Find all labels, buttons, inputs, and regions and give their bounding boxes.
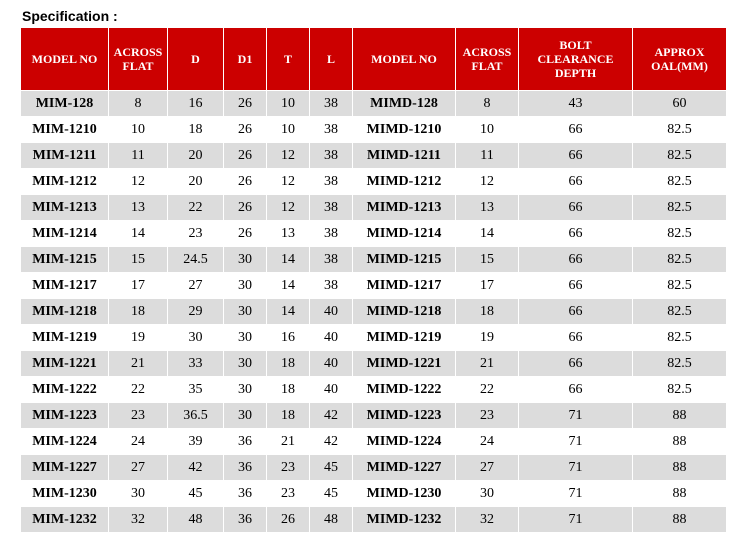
cell-approx-oal: 82.5 bbox=[633, 377, 727, 403]
cell-approx-oal: 88 bbox=[633, 481, 727, 507]
cell-mimd-model-no: MIMD-1223 bbox=[353, 403, 456, 429]
cell-t: 26 bbox=[267, 507, 310, 533]
cell-mimd-model-no: MIMD-1211 bbox=[353, 143, 456, 169]
cell-t: 18 bbox=[267, 377, 310, 403]
cell-across-flat: 8 bbox=[109, 91, 168, 117]
cell-d: 18 bbox=[168, 117, 224, 143]
cell-mimd-model-no: MIMD-1224 bbox=[353, 429, 456, 455]
cell-model-no: MIM-1213 bbox=[21, 195, 109, 221]
cell-l: 38 bbox=[310, 247, 353, 273]
cell-bolt-clearance-depth: 71 bbox=[519, 403, 633, 429]
cell-l: 40 bbox=[310, 325, 353, 351]
cell-l: 48 bbox=[310, 507, 353, 533]
cell-model-no: MIM-1222 bbox=[21, 377, 109, 403]
cell-t: 10 bbox=[267, 117, 310, 143]
header-l: L bbox=[310, 28, 353, 91]
cell-l: 38 bbox=[310, 91, 353, 117]
cell-d: 22 bbox=[168, 195, 224, 221]
cell-bolt-clearance-depth: 71 bbox=[519, 455, 633, 481]
cell-mimd-model-no: MIMD-1217 bbox=[353, 273, 456, 299]
cell-approx-oal: 88 bbox=[633, 455, 727, 481]
cell-across-flat: 10 bbox=[109, 117, 168, 143]
cell-mimd-model-no: MIMD-128 bbox=[353, 91, 456, 117]
cell-across-flat: 15 bbox=[109, 247, 168, 273]
cell-d: 29 bbox=[168, 299, 224, 325]
cell-d1: 36 bbox=[224, 507, 267, 533]
specification-table bbox=[20, 27, 727, 533]
cell-l: 38 bbox=[310, 195, 353, 221]
cell-approx-oal: 82.5 bbox=[633, 299, 727, 325]
table-header-row bbox=[21, 28, 727, 91]
header-bolt-clearance-depth: BOLT CLEARANCE DEPTH bbox=[519, 28, 633, 91]
cell-bolt-clearance-depth: 66 bbox=[519, 351, 633, 377]
cell-d1: 30 bbox=[224, 273, 267, 299]
cell-d1: 26 bbox=[224, 169, 267, 195]
cell-mimd-across-flat: 10 bbox=[456, 117, 519, 143]
header-t: T bbox=[267, 28, 310, 91]
cell-t: 14 bbox=[267, 247, 310, 273]
cell-t: 14 bbox=[267, 299, 310, 325]
header-model-no: MODEL NO bbox=[21, 28, 109, 91]
cell-mimd-across-flat: 32 bbox=[456, 507, 519, 533]
cell-d: 45 bbox=[168, 481, 224, 507]
cell-bolt-clearance-depth: 71 bbox=[519, 481, 633, 507]
cell-d1: 30 bbox=[224, 325, 267, 351]
cell-across-flat: 32 bbox=[109, 507, 168, 533]
cell-d1: 30 bbox=[224, 247, 267, 273]
cell-approx-oal: 88 bbox=[633, 403, 727, 429]
cell-model-no: MIM-1232 bbox=[21, 507, 109, 533]
cell-model-no: MIM-1215 bbox=[21, 247, 109, 273]
cell-across-flat: 19 bbox=[109, 325, 168, 351]
cell-l: 38 bbox=[310, 221, 353, 247]
cell-d: 20 bbox=[168, 143, 224, 169]
table-row bbox=[21, 117, 727, 143]
table-row bbox=[21, 507, 727, 533]
cell-mimd-model-no: MIMD-1221 bbox=[353, 351, 456, 377]
table-row bbox=[21, 481, 727, 507]
cell-l: 40 bbox=[310, 351, 353, 377]
cell-t: 12 bbox=[267, 169, 310, 195]
cell-d: 27 bbox=[168, 273, 224, 299]
cell-mimd-across-flat: 19 bbox=[456, 325, 519, 351]
cell-across-flat: 13 bbox=[109, 195, 168, 221]
cell-bolt-clearance-depth: 71 bbox=[519, 507, 633, 533]
cell-model-no: MIM-1211 bbox=[21, 143, 109, 169]
cell-model-no: MIM-1214 bbox=[21, 221, 109, 247]
cell-mimd-model-no: MIMD-1212 bbox=[353, 169, 456, 195]
cell-bolt-clearance-depth: 66 bbox=[519, 247, 633, 273]
cell-mimd-across-flat: 15 bbox=[456, 247, 519, 273]
cell-mimd-model-no: MIMD-1230 bbox=[353, 481, 456, 507]
cell-mimd-across-flat: 27 bbox=[456, 455, 519, 481]
cell-l: 38 bbox=[310, 117, 353, 143]
cell-d1: 36 bbox=[224, 429, 267, 455]
table-row bbox=[21, 247, 727, 273]
cell-approx-oal: 82.5 bbox=[633, 351, 727, 377]
cell-d: 24.5 bbox=[168, 247, 224, 273]
table-row bbox=[21, 143, 727, 169]
cell-approx-oal: 82.5 bbox=[633, 195, 727, 221]
table-row bbox=[21, 221, 727, 247]
cell-mimd-across-flat: 23 bbox=[456, 403, 519, 429]
cell-approx-oal: 82.5 bbox=[633, 273, 727, 299]
cell-across-flat: 23 bbox=[109, 403, 168, 429]
cell-d: 36.5 bbox=[168, 403, 224, 429]
cell-bolt-clearance-depth: 66 bbox=[519, 143, 633, 169]
cell-l: 40 bbox=[310, 377, 353, 403]
header-approx-oal: APPROX OAL(MM) bbox=[633, 28, 727, 91]
cell-mimd-model-no: MIMD-1222 bbox=[353, 377, 456, 403]
cell-model-no: MIM-1210 bbox=[21, 117, 109, 143]
table-row bbox=[21, 455, 727, 481]
cell-across-flat: 21 bbox=[109, 351, 168, 377]
cell-t: 18 bbox=[267, 351, 310, 377]
cell-mimd-model-no: MIMD-1219 bbox=[353, 325, 456, 351]
cell-approx-oal: 82.5 bbox=[633, 169, 727, 195]
cell-mimd-across-flat: 30 bbox=[456, 481, 519, 507]
table-row bbox=[21, 351, 727, 377]
cell-l: 38 bbox=[310, 169, 353, 195]
cell-model-no: MIM-1230 bbox=[21, 481, 109, 507]
cell-l: 42 bbox=[310, 403, 353, 429]
cell-mimd-across-flat: 17 bbox=[456, 273, 519, 299]
cell-d1: 30 bbox=[224, 377, 267, 403]
cell-approx-oal: 82.5 bbox=[633, 117, 727, 143]
table-row bbox=[21, 91, 727, 117]
cell-t: 23 bbox=[267, 481, 310, 507]
table-row bbox=[21, 273, 727, 299]
table-row bbox=[21, 299, 727, 325]
cell-t: 21 bbox=[267, 429, 310, 455]
cell-approx-oal: 60 bbox=[633, 91, 727, 117]
table-row bbox=[21, 403, 727, 429]
cell-mimd-model-no: MIMD-1214 bbox=[353, 221, 456, 247]
cell-l: 38 bbox=[310, 143, 353, 169]
cell-d: 42 bbox=[168, 455, 224, 481]
cell-model-no: MIM-128 bbox=[21, 91, 109, 117]
cell-approx-oal: 82.5 bbox=[633, 143, 727, 169]
cell-across-flat: 30 bbox=[109, 481, 168, 507]
cell-l: 45 bbox=[310, 481, 353, 507]
cell-model-no: MIM-1219 bbox=[21, 325, 109, 351]
cell-bolt-clearance-depth: 66 bbox=[519, 299, 633, 325]
cell-model-no: MIM-1218 bbox=[21, 299, 109, 325]
cell-across-flat: 18 bbox=[109, 299, 168, 325]
cell-l: 45 bbox=[310, 455, 353, 481]
cell-model-no: MIM-1212 bbox=[21, 169, 109, 195]
cell-mimd-model-no: MIMD-1213 bbox=[353, 195, 456, 221]
cell-mimd-model-no: MIMD-1232 bbox=[353, 507, 456, 533]
header-model-no-mimd: MODEL NO bbox=[353, 28, 456, 91]
cell-mimd-model-no: MIMD-1218 bbox=[353, 299, 456, 325]
cell-d1: 36 bbox=[224, 481, 267, 507]
cell-d: 16 bbox=[168, 91, 224, 117]
cell-bolt-clearance-depth: 66 bbox=[519, 169, 633, 195]
cell-across-flat: 11 bbox=[109, 143, 168, 169]
cell-d: 20 bbox=[168, 169, 224, 195]
cell-t: 12 bbox=[267, 143, 310, 169]
cell-model-no: MIM-1223 bbox=[21, 403, 109, 429]
cell-bolt-clearance-depth: 71 bbox=[519, 429, 633, 455]
cell-d: 35 bbox=[168, 377, 224, 403]
cell-approx-oal: 82.5 bbox=[633, 247, 727, 273]
cell-t: 18 bbox=[267, 403, 310, 429]
cell-bolt-clearance-depth: 43 bbox=[519, 91, 633, 117]
cell-mimd-model-no: MIMD-1215 bbox=[353, 247, 456, 273]
table-row bbox=[21, 325, 727, 351]
table-row bbox=[21, 377, 727, 403]
cell-approx-oal: 88 bbox=[633, 429, 727, 455]
cell-across-flat: 24 bbox=[109, 429, 168, 455]
cell-across-flat: 27 bbox=[109, 455, 168, 481]
cell-mimd-across-flat: 8 bbox=[456, 91, 519, 117]
cell-d1: 30 bbox=[224, 403, 267, 429]
cell-across-flat: 17 bbox=[109, 273, 168, 299]
cell-mimd-across-flat: 11 bbox=[456, 143, 519, 169]
cell-d1: 30 bbox=[224, 299, 267, 325]
table-body bbox=[21, 91, 727, 533]
cell-across-flat: 14 bbox=[109, 221, 168, 247]
cell-t: 12 bbox=[267, 195, 310, 221]
cell-model-no: MIM-1221 bbox=[21, 351, 109, 377]
cell-d1: 26 bbox=[224, 143, 267, 169]
cell-d1: 26 bbox=[224, 195, 267, 221]
cell-bolt-clearance-depth: 66 bbox=[519, 221, 633, 247]
cell-mimd-across-flat: 21 bbox=[456, 351, 519, 377]
cell-d1: 26 bbox=[224, 221, 267, 247]
cell-d1: 26 bbox=[224, 91, 267, 117]
table-row bbox=[21, 429, 727, 455]
cell-bolt-clearance-depth: 66 bbox=[519, 273, 633, 299]
cell-d: 30 bbox=[168, 325, 224, 351]
cell-mimd-model-no: MIMD-1210 bbox=[353, 117, 456, 143]
cell-mimd-across-flat: 18 bbox=[456, 299, 519, 325]
header-across-flat: ACROSS FLAT bbox=[109, 28, 168, 91]
cell-t: 14 bbox=[267, 273, 310, 299]
cell-d: 33 bbox=[168, 351, 224, 377]
cell-l: 40 bbox=[310, 299, 353, 325]
cell-t: 16 bbox=[267, 325, 310, 351]
cell-d: 48 bbox=[168, 507, 224, 533]
cell-mimd-across-flat: 14 bbox=[456, 221, 519, 247]
cell-l: 42 bbox=[310, 429, 353, 455]
cell-mimd-across-flat: 24 bbox=[456, 429, 519, 455]
cell-model-no: MIM-1217 bbox=[21, 273, 109, 299]
cell-d: 39 bbox=[168, 429, 224, 455]
table-row bbox=[21, 169, 727, 195]
header-across-flat-mimd: ACROSS FLAT bbox=[456, 28, 519, 91]
cell-d1: 30 bbox=[224, 351, 267, 377]
header-d1: D1 bbox=[224, 28, 267, 91]
cell-bolt-clearance-depth: 66 bbox=[519, 195, 633, 221]
cell-across-flat: 12 bbox=[109, 169, 168, 195]
cell-d1: 36 bbox=[224, 455, 267, 481]
page-title: Specification : bbox=[22, 8, 118, 24]
cell-t: 13 bbox=[267, 221, 310, 247]
cell-bolt-clearance-depth: 66 bbox=[519, 117, 633, 143]
cell-l: 38 bbox=[310, 273, 353, 299]
cell-approx-oal: 82.5 bbox=[633, 221, 727, 247]
cell-mimd-across-flat: 12 bbox=[456, 169, 519, 195]
cell-bolt-clearance-depth: 66 bbox=[519, 377, 633, 403]
cell-t: 10 bbox=[267, 91, 310, 117]
cell-model-no: MIM-1227 bbox=[21, 455, 109, 481]
cell-mimd-across-flat: 13 bbox=[456, 195, 519, 221]
header-d: D bbox=[168, 28, 224, 91]
table-row bbox=[21, 195, 727, 221]
cell-mimd-across-flat: 22 bbox=[456, 377, 519, 403]
cell-mimd-model-no: MIMD-1227 bbox=[353, 455, 456, 481]
cell-approx-oal: 82.5 bbox=[633, 325, 727, 351]
cell-d: 23 bbox=[168, 221, 224, 247]
cell-model-no: MIM-1224 bbox=[21, 429, 109, 455]
cell-t: 23 bbox=[267, 455, 310, 481]
cell-approx-oal: 88 bbox=[633, 507, 727, 533]
cell-d1: 26 bbox=[224, 117, 267, 143]
cell-bolt-clearance-depth: 66 bbox=[519, 325, 633, 351]
cell-across-flat: 22 bbox=[109, 377, 168, 403]
